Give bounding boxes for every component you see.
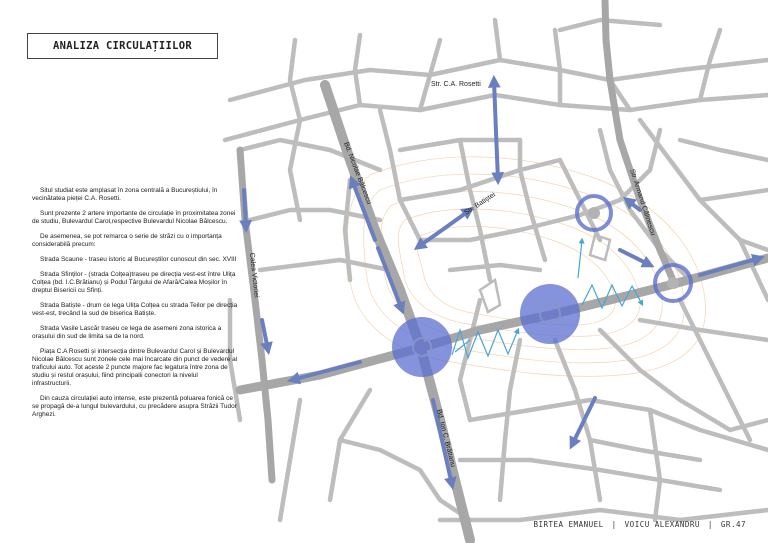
paragraph: De asemenea, se pot remarca o serie de străzi cu o importanța considerabilă precum: (32, 233, 222, 248)
author-2: VOICU ALEXANDRU (624, 520, 700, 529)
node-rosetti (520, 284, 580, 344)
page-title: ANALIZA CIRCULAȚIILOR (52, 40, 193, 52)
paragraph: Strada Scaune - traseu istoric al Bucureștilor cunoscut din sec. XVIII (40, 256, 237, 263)
paragraph: Sunt prezente 2 artere importante de circulație în proximitatea zonei de studiu, Bulevardul Carol,respective Bulevardul Nicolae Bălcescu. (32, 210, 236, 225)
title-box (27, 33, 218, 59)
paragraph: Din cauza circulației auto intense, este prezentă poluarea fonică ce se propagă de-a lungul bulevardului, cu precădere asupra Străzii Tudor Arghezi. (32, 395, 237, 418)
description-text (32, 187, 238, 426)
group-number: GR.47 (720, 520, 746, 529)
separator: | (707, 520, 713, 529)
paragraph: Piața C.A Rosetti și intersecția dintre Bulevardul Carol și Bulevardul Nicolae Bălcescu sunt zonele cele mai încarcate din punct de vedere al traficului auto. Tot aceste 2 puncte majore fac legatura între zona de studiu și restul orașului, fiind principalii conectori la nivelul infrastructurii. (32, 348, 238, 387)
label-bratianu: Bd. Ion C. Brătianu (435, 408, 457, 468)
label-batistei: Str. Batiștei (463, 191, 497, 217)
author-1: BIRTEA EMANUEL (533, 520, 604, 529)
label-balcescu: Bd. Nicolae Bălcescu (342, 141, 373, 206)
footer (533, 520, 746, 529)
label-victoriei: Calea Victoriei (248, 252, 260, 298)
separator: | (611, 520, 617, 529)
label-rosetti: Str. C.A. Rosetti (431, 81, 481, 88)
paragraph: Situl studiat este amplasat în zona centrală a Bucureștiului, în vecinătatea pieței C.A. Rosetti. (32, 187, 218, 202)
label-calinescu: Str. Armand Călinescu (628, 168, 657, 237)
paragraph: Strada Sfinților - (strada Colțea)traseu pe direcția vest-est între Ulița Colțea (bd. I.C.Brătianu) și Podul Târgului de Afară/Calea Moșilor în dreptul Bisericii cu Sfinți. (32, 271, 236, 294)
paragraph: Strada Vasile Lascăr traseu ce lega de asemeni zona istorica a orașului din sud de limita sa de la nord. (32, 325, 222, 340)
arrow-batistei (418, 228, 445, 247)
arrow-rosetti-north (494, 80, 496, 132)
node-balcescu-carol (392, 317, 452, 377)
paragraph: Strada Batiște - drum ce lega Ulița Colțea cu strada Teilor pe direcția vest-est, trecând la sud de biserica Batiște. (32, 302, 238, 317)
